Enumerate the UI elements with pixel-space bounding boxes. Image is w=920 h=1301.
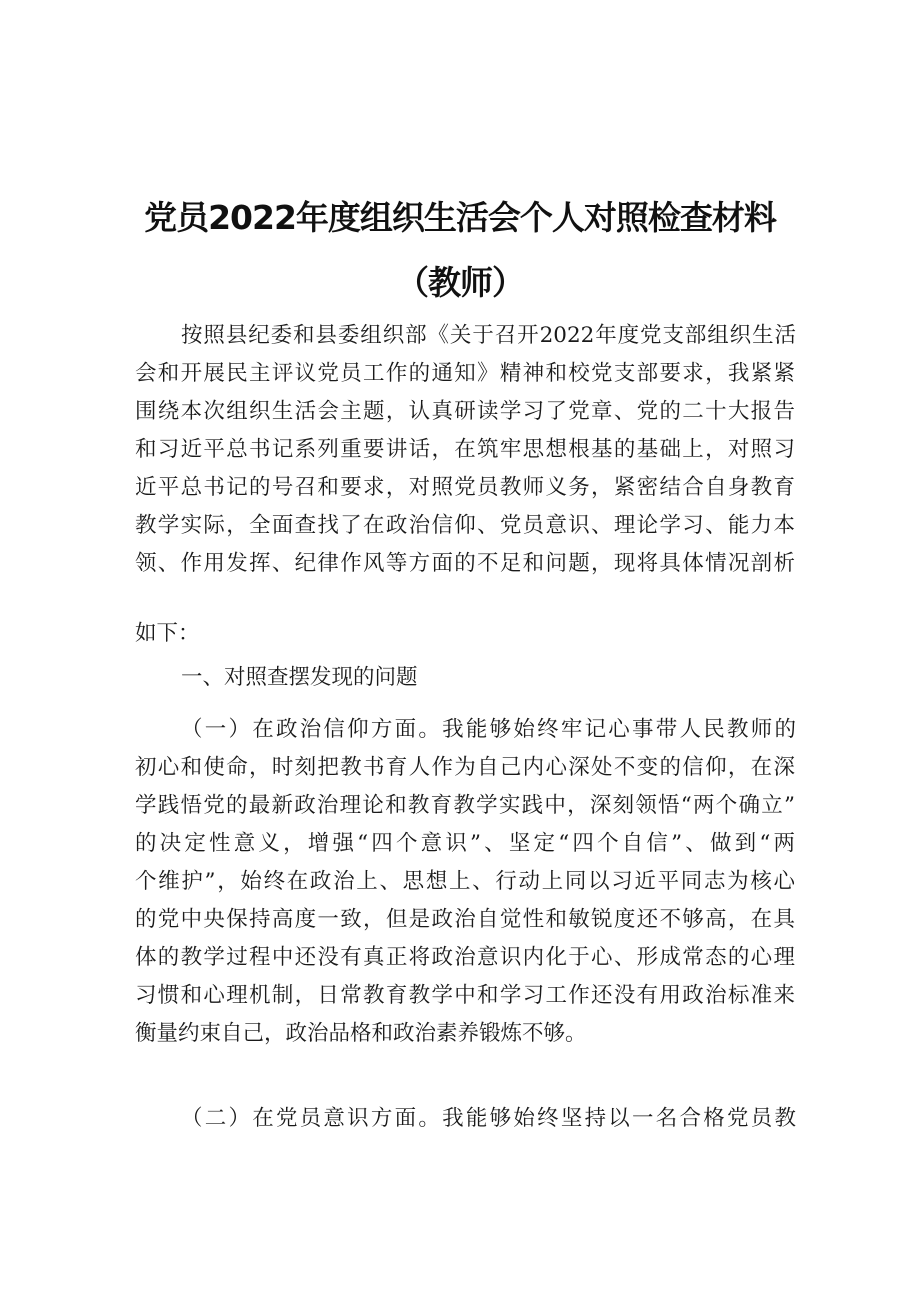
intro-line: 领、作用发挥、纪律作风等方面的不足和问题，现将具体情况剖析 xyxy=(135,551,795,576)
intro-line: 会和开展民主评议党员工作的通知》精神和校党支部要求，我紧紧 xyxy=(135,361,795,386)
section-heading: 一、对照查摆发现的问题 xyxy=(181,665,418,690)
intro-line: 近平总书记的号召和要求，对照党员教师义务，紧密结合自身教育 xyxy=(135,475,795,500)
intro-line: 围绕本次组织生活会主题，认真研读学习了党章、党的二十大报告 xyxy=(135,399,795,424)
document-subtitle: （教师） xyxy=(396,263,524,302)
intro-line: 和习近平总书记系列重要讲话，在筑牢思想根基的基础上，对照习 xyxy=(135,437,795,462)
subsection-line: 初心和使命，时刻把教书育人作为自己内心深处不变的信仰，在深 xyxy=(135,755,795,780)
subsection-line: 的决定性意义，增强“四个意识”、坚定“四个自信”、做到“两 xyxy=(135,831,795,856)
subsection-line: 个维护”，始终在政治上、思想上、行动上同以习近平同志为核心 xyxy=(135,869,795,894)
subsection-line: 体的教学过程中还没有真正将政治意识内化于心、形成常态的心理 xyxy=(135,945,795,970)
subsection-line: 习惯和心理机制，日常教育教学中和学习工作还没有用政治标准来 xyxy=(135,983,795,1008)
subsection-line: 衡量约束自己，政治品格和政治素养锻炼不够。 xyxy=(135,1021,587,1046)
subsection-line: 的党中央保持高度一致，但是政治自觉性和敏锐度还不够高，在具 xyxy=(135,907,795,932)
intro-line: 按照县纪委和县委组织部《关于召开2022年度党支部组织生活 xyxy=(181,323,796,348)
intro-line: 教学实际，全面查找了在政治信仰、党员意识、理论学习、能力本 xyxy=(135,513,795,538)
intro-line: 如下： xyxy=(135,621,200,646)
subsection-line: （二）在党员意识方面。我能够始终坚持以一名合格党员教 xyxy=(181,1106,796,1131)
document-title: 党员2022年度组织生活会个人对照检查材料 xyxy=(144,198,776,237)
subsection-line: 学践悟党的最新政治理论和教育教学实践中，深刻领悟“两个确立” xyxy=(135,793,795,818)
subsection-line: （一）在政治信仰方面。我能够始终牢记心事带人民教师的 xyxy=(181,717,796,742)
